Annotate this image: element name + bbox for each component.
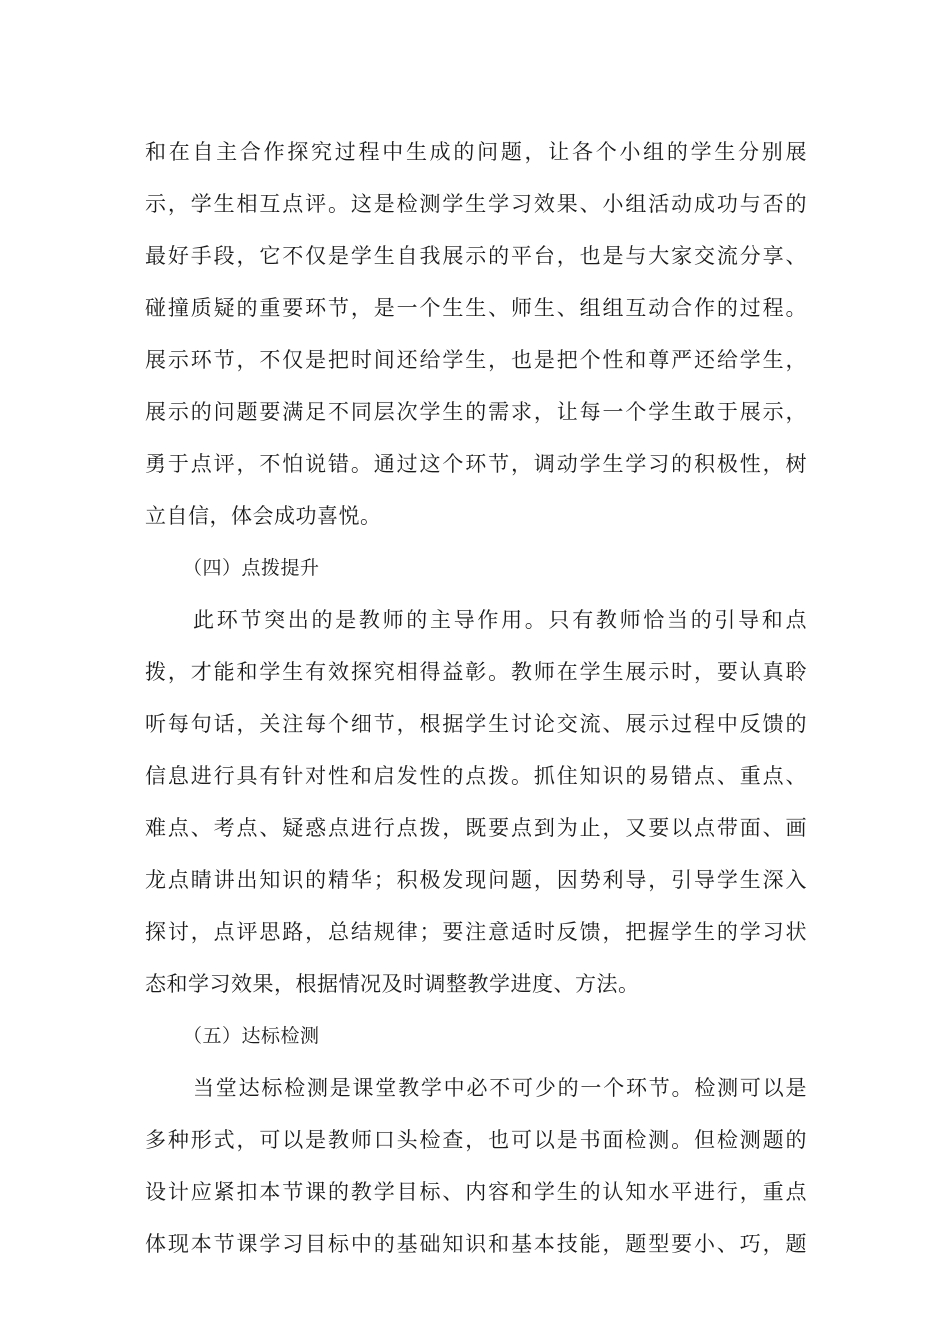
document-body: [145, 130, 807, 1274]
text-line: 体现本节课学习目标中的基础知识和基本技能，题型要小、巧，题: [145, 1232, 807, 1256]
text-line: 勇于点评，不怕说错。通过这个环节，调动学生学习的积极性，树: [145, 452, 807, 476]
section-heading-5: （五）达标检测: [183, 1025, 320, 1047]
text-line: 听每句话，关注每个细节，根据学生讨论交流、展示过程中反馈的: [145, 712, 807, 736]
text-line: 展示的问题要满足不同层次学生的需求，让每一个学生敢于展示，: [145, 400, 807, 424]
text-line: 最好手段，它不仅是学生自我展示的平台，也是与大家交流分享、: [145, 244, 807, 268]
text-line: 和在自主合作探究过程中生成的问题，让各个小组的学生分别展: [145, 140, 807, 164]
text-line: 龙点睛讲出知识的精华；积极发现问题，因势利导，引导学生深入: [145, 868, 807, 892]
text-line: 碰撞质疑的重要环节，是一个生生、师生、组组互动合作的过程。: [145, 296, 807, 320]
paragraph-guidance: [145, 598, 807, 1014]
text-line: 拨，才能和学生有效探究相得益彰。教师在学生展示时，要认真聆: [145, 660, 807, 684]
paragraph-assessment: [145, 1066, 807, 1274]
text-line: 难点、考点、疑惑点进行点拨，既要点到为止，又要以点带面、画: [145, 816, 807, 840]
text-line: 当堂达标检测是课堂教学中必不可少的一个环节。检测可以是: [193, 1076, 807, 1100]
text-line: 设计应紧扣本节课的教学目标、内容和学生的认知水平进行，重点: [145, 1180, 807, 1204]
text-line: 态和学习效果，根据情况及时调整教学进度、方法。: [145, 972, 640, 996]
text-line: 探讨，点评思路，总结规律；要注意适时反馈，把握学生的学习状: [145, 920, 807, 944]
text-line: 示，学生相互点评。这是检测学生学习效果、小组活动成功与否的: [145, 192, 807, 216]
text-line: 展示环节，不仅是把时间还给学生，也是把个性和尊严还给学生，: [145, 348, 807, 372]
section-heading-4: （四）点拨提升: [183, 557, 320, 579]
text-line: 信息进行具有针对性和启发性的点拨。抓住知识的易错点、重点、: [145, 764, 807, 788]
text-line: 此环节突出的是教师的主导作用。只有教师恰当的引导和点: [193, 608, 807, 632]
text-line: 多种形式，可以是教师口头检查，也可以是书面检测。但检测题的: [145, 1128, 807, 1152]
text-line: 立自信，体会成功喜悦。: [145, 504, 382, 528]
paragraph-presentation: [145, 130, 807, 546]
